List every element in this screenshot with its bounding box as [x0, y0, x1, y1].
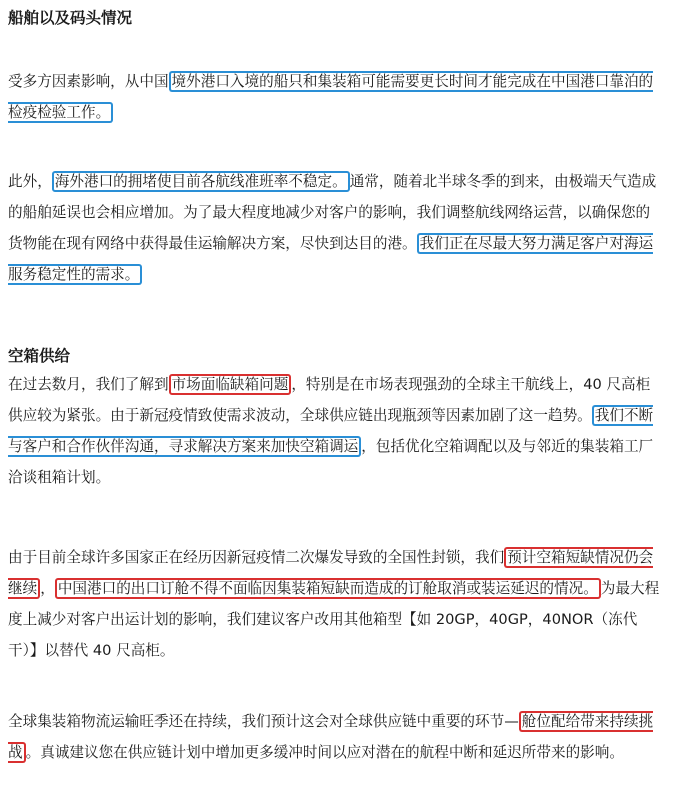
blue-highlight-quarantine: 境外港口入境的船只和集装箱可能需要更长时间才能完成在中国港口靠泊的检疫检验工作。 — [8, 73, 654, 121]
red-highlight-shortage: 市场面临缺箱问题 — [169, 374, 292, 395]
text-span: ，包括优化空箱调配以及与邻近的集装箱工厂洽谈租箱计划。 — [8, 438, 654, 486]
section-heading-empty-container-supply: 空箱供给 — [8, 347, 71, 365]
paragraph-container-shortage — [8, 369, 663, 493]
section-heading-vessels-terminals: 船舶以及码头情况 — [8, 9, 133, 27]
text-span: 。真诚建议您在供应链计划中增加更多缓冲时间以应对潜在的航程中断和延迟所带来的影响。 — [25, 744, 624, 761]
text-span: 在过去数月，我们了解到 — [8, 376, 169, 393]
text-span: 为最大程度上减少对客户出运计划的影响，我们建议客户改用其他箱型【如 20GP，40GP，40NOR（冻代干）】以替代 40 尺高柜。 — [8, 580, 660, 659]
blue-highlight-repositioning: 我们不断与客户和合作伙伴沟通，寻求解决方案来加快空箱调运 — [8, 407, 654, 455]
text-span: ， — [40, 580, 55, 597]
blue-highlight-congestion: 海外港口的拥堵使目前各航线准班率不稳定。 — [52, 171, 350, 192]
blue-highlight-service-stability: 我们正在尽最大努力满足客户对海运服务稳定性的需求。 — [8, 235, 654, 283]
paragraph-port-congestion — [8, 166, 663, 290]
text-span: 此外， — [8, 173, 52, 190]
text-span: ，特别是在市场表现强劲的全球主干航线上，40 尺高柜供应较为紧张。由于新冠疫情致使需求波动，全球供应链出现瓶颈等因素加剧了这一趋势。 — [8, 376, 651, 424]
red-highlight-space-allocation: 舱位配给带来持续挑战 — [8, 713, 654, 761]
text-span: 全球集装箱物流运输旺季还在持续，我们预计这会对全球供应链中重要的环节— — [8, 713, 519, 730]
paragraph-quarantine — [8, 66, 663, 128]
text-span: 由于目前全球许多国家正在经历因新冠疫情二次爆发导致的全国性封锁，我们 — [8, 549, 505, 566]
paragraph-lockdown-forecast — [8, 542, 663, 666]
red-highlight-forecast: 预计空箱短缺情况仍会继续 — [8, 549, 654, 597]
paragraph-peak-season — [8, 706, 663, 768]
red-highlight-booking-cancellation: 中国港口的出口订舱不得不面临因集装箱短缺而造成的订舱取消或装运延迟的情况。 — [55, 578, 601, 599]
text-span: 通常，随着北半球冬季的到来，由极端天气造成的船舶延误也会相应增加。为了最大程度地减少对客户的影响，我们调整航线网络运营，以确保您的货物能在现有网络中获得最佳运输解决方案，尽快到达目的港。 — [8, 173, 657, 252]
text-span: 受多方因素影响，从中国 — [8, 73, 169, 90]
